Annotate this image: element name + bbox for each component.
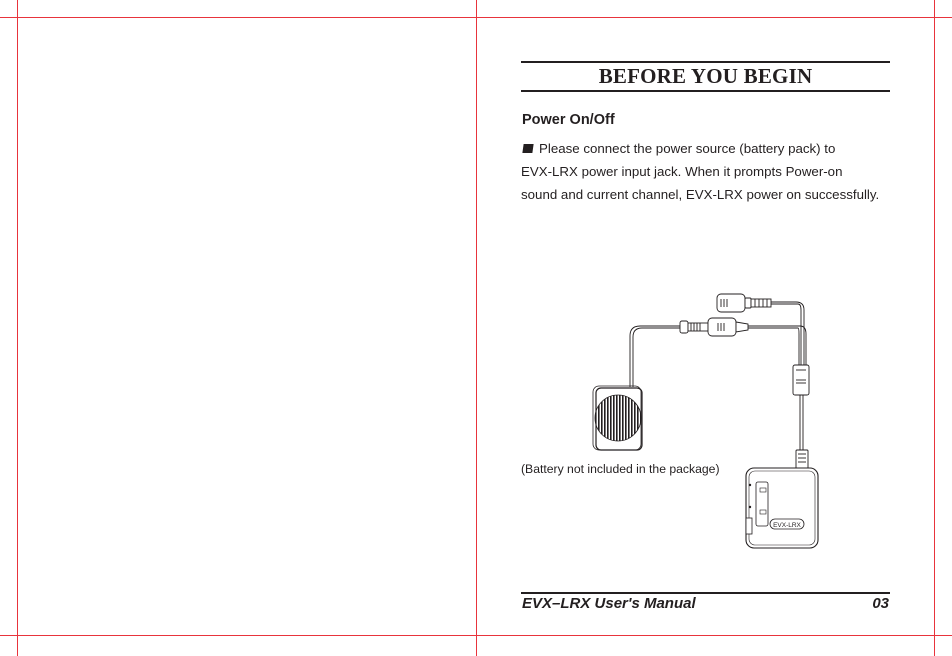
instruction-line-3: sound and current channel, EVX-LRX power on successfully. xyxy=(521,187,880,202)
left-page xyxy=(17,17,476,636)
battery-cable xyxy=(630,326,680,387)
battery-pack xyxy=(593,386,642,450)
device-label: EVX-LRX xyxy=(773,522,801,529)
instruction-line-2: EVX-LRX power input jack. When it prompts Power-on xyxy=(521,164,843,179)
instruction-text-1: Please connect the power source (battery pack) to xyxy=(539,141,836,156)
power-heading: Power On/Off xyxy=(522,112,615,128)
evx-lrx-receiver xyxy=(746,468,818,548)
bullet-square-icon xyxy=(522,144,533,153)
receiver-cable xyxy=(793,302,809,470)
lower-plug xyxy=(680,318,800,336)
footer-rule xyxy=(521,592,890,594)
upper-plug xyxy=(717,294,798,312)
power-instructions xyxy=(521,137,901,206)
footer-manual-title: EVX–LRX User's Manual xyxy=(522,595,696,612)
section-title: BEFORE YOU BEGIN xyxy=(598,64,813,88)
battery-note: (Battery not included in the package) xyxy=(521,462,720,476)
page-number: 03 xyxy=(872,595,889,612)
battery-connection-diagram xyxy=(580,290,830,555)
section-header xyxy=(521,61,890,92)
instruction-line-1 xyxy=(521,137,901,160)
